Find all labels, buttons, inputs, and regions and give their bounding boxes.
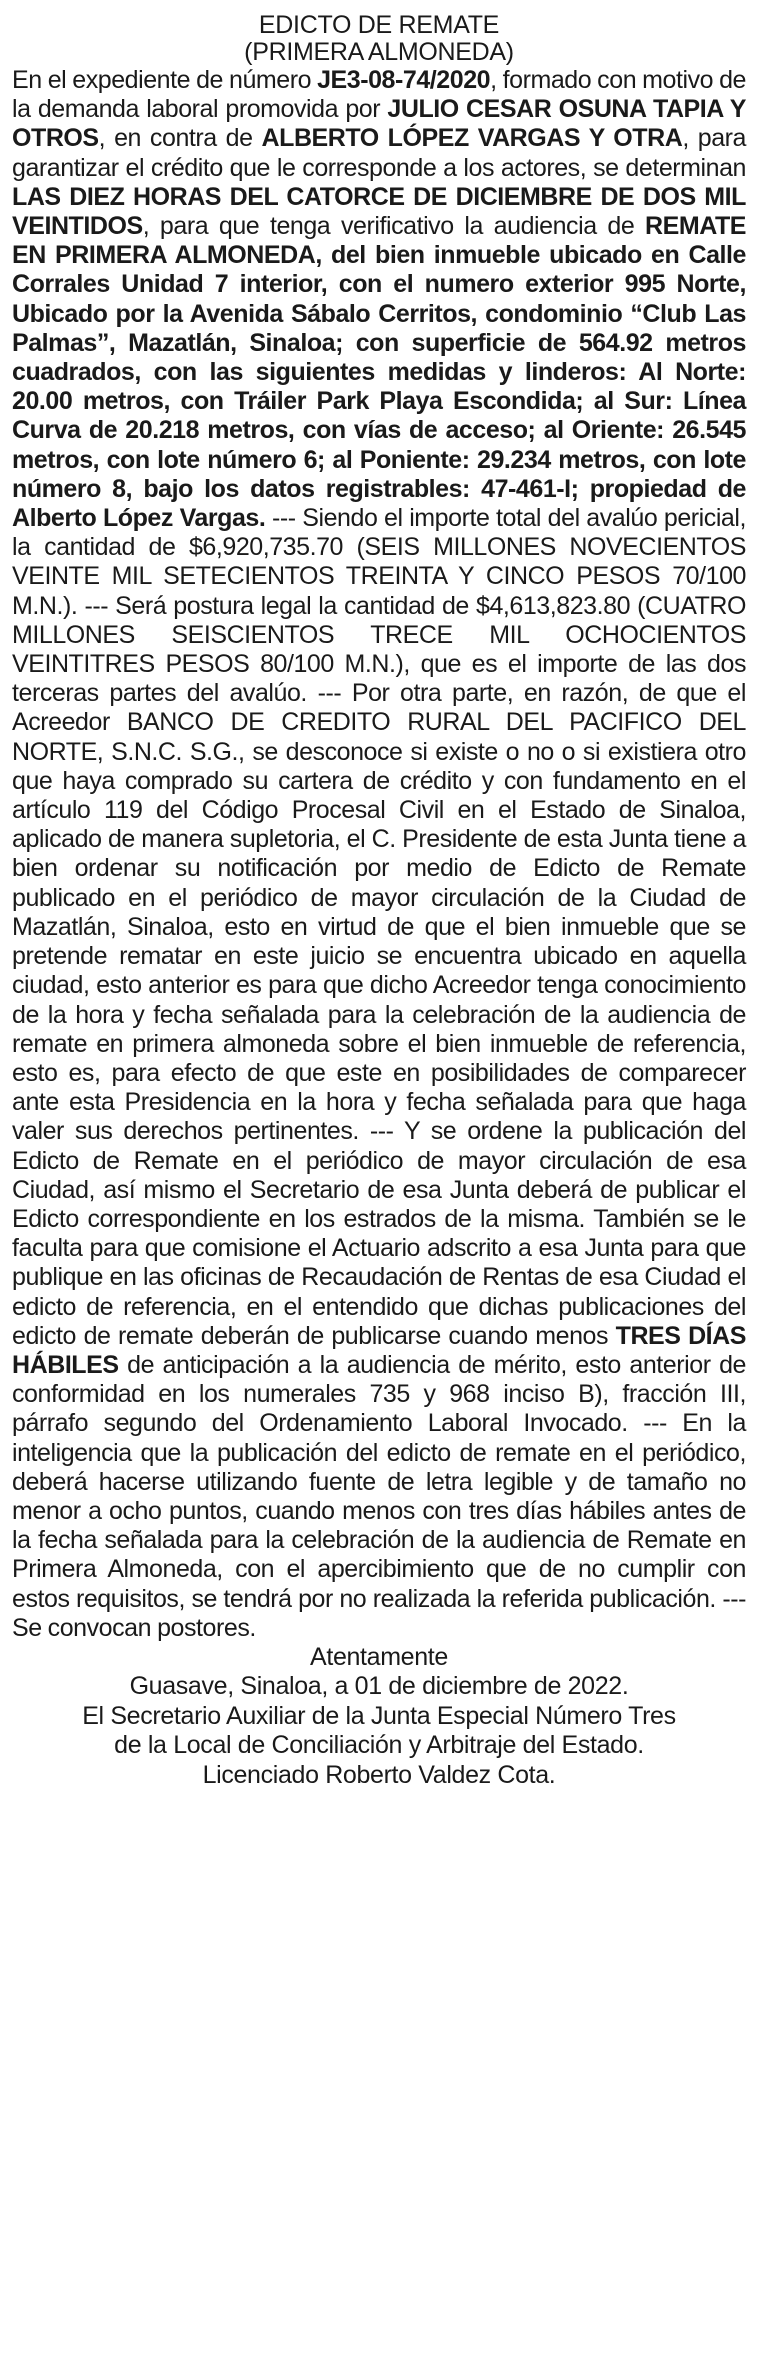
edict-title: EDICTO DE REMATE <box>258 11 500 39</box>
edict-subtitle: (PRIMERA ALMONEDA) <box>244 38 514 66</box>
body-text-run: , para garantizar el crédito que le corresponde a los actores, se determinan <box>12 124 747 182</box>
body-text-run: , para que tenga verificativo la audiencia de <box>142 212 645 241</box>
body-bold-run: TRES DÍAS HÁBILES <box>12 1321 746 1379</box>
signer-title-line-1: El Secretario Auxiliar de la Junta Especial Número Tres <box>82 1701 676 1730</box>
closing-place-date: Guasave, Sinaloa, a 01 de diciembre de 2022. <box>129 1672 629 1701</box>
body-bold-run: LAS DIEZ HORAS DEL CATORCE DE DICIEMBRE DE DOS MIL VEINTIDOS <box>12 182 746 241</box>
signer-title-line-2: de la Local de Conciliación y Arbitraje del Estado. <box>114 1731 644 1760</box>
body-bold-run: REMATE EN PRIMERA ALMONEDA, del bien inmueble ubicado en Calle Corrales Unidad 7 interior, con el numero exterior 995 Norte, Ubicado por la Avenida Sábalo Cerritos, condominio “Club Las Palmas”, Mazatlán, Sinaloa; con superficie de 564.92 metros cuadrados, con las siguientes medidas y linderos: Al Norte: 20.00 metros, con Tráiler Park Playa Escondida; al Sur: Línea Curva de 20.218 metros, con vías de acceso; al Oriente: 26.545 metros, con lote número 6; al Poniente: 29.234 metros, con lote número 8, bajo los datos registrables: 47-461-I; propiedad de Alberto López Vargas. <box>12 212 746 533</box>
signer-name: Licenciado Roberto Valdez Cota. <box>202 1760 556 1789</box>
body-text-run: En el expediente de número <box>12 66 318 94</box>
body-text-run: de anticipación a la audiencia de mérito, esto anterior de conformidad en los numerales 735 y 968 inciso B), fracción III, párrafo segundo del Ordenamiento Laboral Invocado. --- En la inteligencia que la publicación del edicto de remate en el periódico, deberá hacerse utilizando fuente de letra legible y de tamaño no menor a ocho puntos, cuando menos con tres días hábiles antes de la fecha señalada para la celebración de la audiencia de Remate en Primera Almoneda, con el apercibimiento que de no cumplir con estos requisitos, se tendrá por no realizada la referida publicación. --- Se convocan postores. <box>12 1350 746 1642</box>
body-bold-run: JULIO CESAR OSUNA TAPIA Y OTROS <box>12 95 746 153</box>
body-text-run: --- Siendo el importe total del avalúo pericial, la cantidad de $6,920,735.70 (SEIS MILLONES NOVECIENTOS VEINTE MIL SETECIENTOS TREINTA Y CINCO PESOS 70/100 M.N.). --- Será postura legal la cantidad de $4,613,823.80 (CUATRO MILLONES SEISCIENTOS TRECE MIL OCHOCIENTOS VEINTITRES PESOS 80/100 M.N.), que es el importe de las dos terceras partes del avalúo. --- Por otra parte, en razón, de que el Acreedor BANCO DE CREDITO RURAL DEL PACIFICO DEL NORTE, S.N.C. S.G., se desconoce si existe o no o si existiera otro que haya comprado su cartera de crédito y con fundamento en el artículo 119 del Código Procesal Civil en el Estado de Sinaloa, aplicado de manera supletoria, el C. Presidente de esta Junta tiene a bien ordenar su notificación por medio de Edicto de Remate publicado en el periódico de mayor circulación de la Ciudad de Mazatlán, Sinaloa, esto en virtud de que el bien inmueble que se pretende rematar en este juicio se encuentra ubicado en aquella ciudad, esto anterior es para que dicho Acreedor tenga conocimiento de la hora y fecha señalada para la celebración de la audiencia de remate en primera almoneda sobre el bien inmueble de referencia, esto es, para efecto de que este en posibilidades de comparecer ante esta Presidencia en la hora y fecha señalada para que haga valer sus derechos pertinentes. --- Y se ordene la publicación del Edicto de Remate en el periódico de mayor circulación de esa Ciudad, así mismo el Secretario de esa Junta deberá de publicar el Edicto correspondiente en los estrados de la misma. También se le faculta para que comisione el Actuario adscrito a esa Junta para que publique en las oficinas de Recaudación de Rentas de esa Ciudad el edicto de referencia, en el entendido que dichas publicaciones del edicto de remate deberán de publicarse cuando menos <box>12 504 746 1350</box>
body-bold-run: JE3-08-74/2020 <box>317 66 491 94</box>
closing-salutation: Atentamente <box>310 1642 448 1671</box>
body-bold-run: ALBERTO LÓPEZ VARGAS Y OTRA <box>261 124 683 153</box>
edict-body-paragraph <box>12 66 746 1643</box>
body-text-run: , en contra de <box>98 124 262 153</box>
body-text-run: , formado con motivo de la demanda laboral promovida por <box>12 66 747 124</box>
